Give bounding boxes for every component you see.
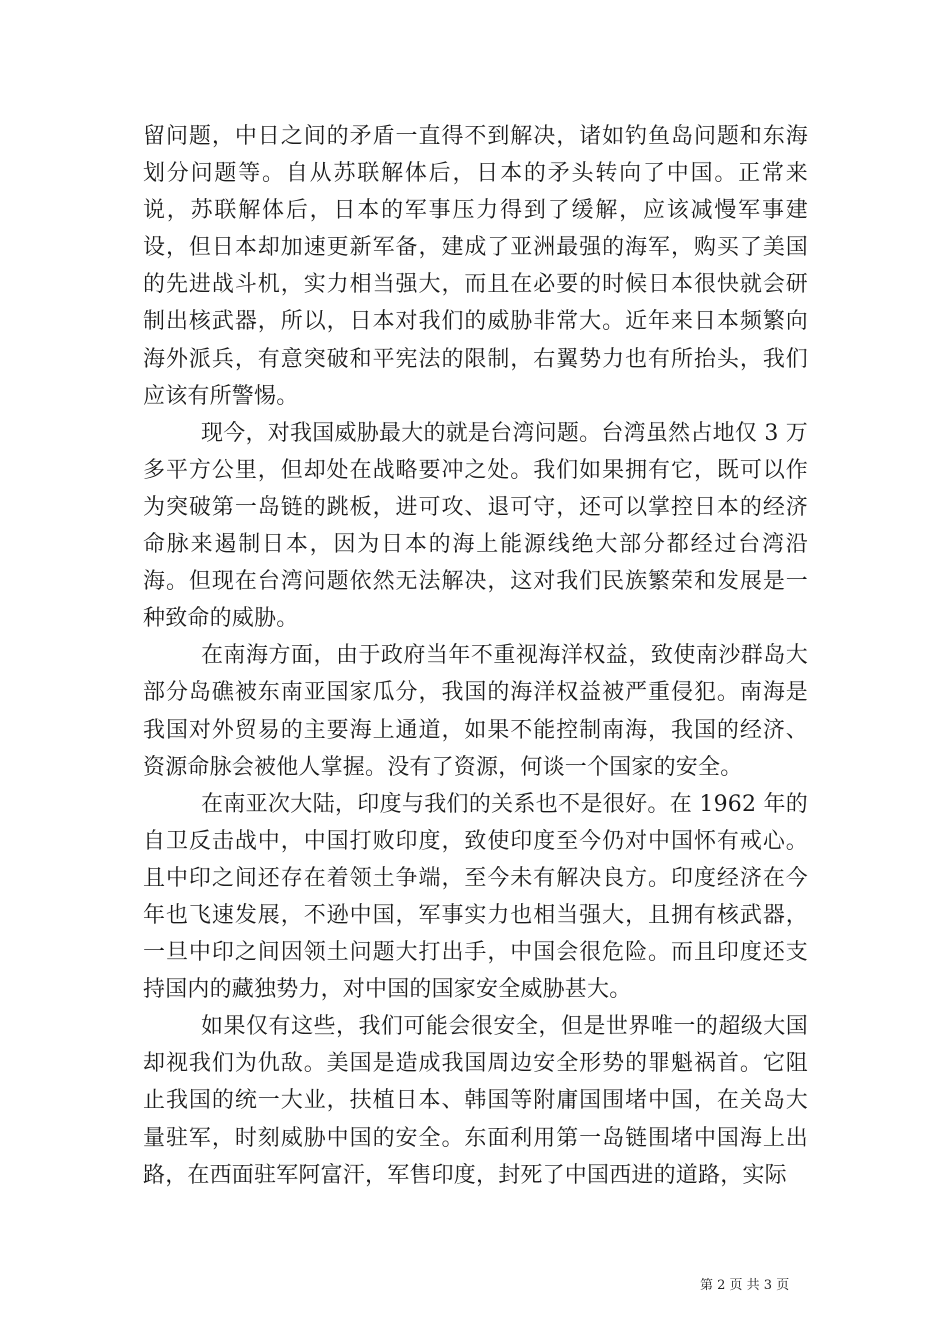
document-body [143, 118, 808, 1194]
paragraph-continued: 留问题，中日之间的矛盾一直得不到解决，诸如钓鱼岛问题和东海划分问题等。自从苏联解体后，日本的矛头转向了中国。正常来说，苏联解体后，日本的军事压力得到了缓解，应该减慢军事建设，但日本却加速更新军备，建成了亚洲最强的海军，购买了美国的先进战斗机，实力相当强大，而且在必要的时候日本很快就会研制出核武器，所以，日本对我们的威胁非常大。近年来日本频繁向海外派兵，有意突破和平宪法的限制，右翼势力也有所抬头，我们应该有所警惕。 [143, 124, 808, 409]
paragraph-united-states: 如果仅有这些，我们可能会很安全，但是世界唯一的超级大国却视我们为仇敌。美国是造成我国周边安全形势的罪魁祸首。它阻止我国的统一大业，扶植日本、韩国等附庸国围堵中国，在关岛大量驻军，时刻威胁中国的安全。东面利用第一岛链围堵中国海上出路，在西面驻军阿富汗，军售印度，封死了中国西进的道路，实际 [143, 1014, 808, 1188]
paragraph-south-china-sea: 在南海方面，由于政府当年不重视海洋权益，致使南沙群岛大部分岛礁被东南亚国家瓜分，我国的海洋权益被严重侵犯。南海是我国对外贸易的主要海上通道，如果不能控制南海，我国的经济、资源命脉会被他人掌握。没有了资源，何谈一个国家的安全。 [143, 643, 808, 780]
page-number: 第 2 页 共 3 页 [700, 1278, 790, 1293]
paragraph-taiwan: 现今，对我国威胁最大的就是台湾问题。台湾虽然占地仅 3 万多平方公里，但却处在战略要冲之处。我们如果拥有它，既可以作为突破第一岛链的跳板，进可攻、退可守，还可以掌控日本的经济命脉来遏制日本，因为日本的海上能源线绝大部分都经过台湾沿海。但现在台湾问题依然无法解决，这对我们民族繁荣和发展是一种致命的威胁。 [143, 420, 808, 632]
paragraph-india: 在南亚次大陆，印度与我们的关系也不是很好。在 1962 年的自卫反击战中，中国打败印度，致使印度至今仍对中国怀有戒心。且中印之间还存在着领土争端，至今未有解决良方。印度经济在今年也飞速发展，不逊中国，军事实力也相当强大，且拥有核武器，一旦中印之间因领土问题大打出手，中国会很危险。而且印度还支持国内的藏独势力，对中国的国家安全威胁甚大。 [143, 791, 808, 1003]
